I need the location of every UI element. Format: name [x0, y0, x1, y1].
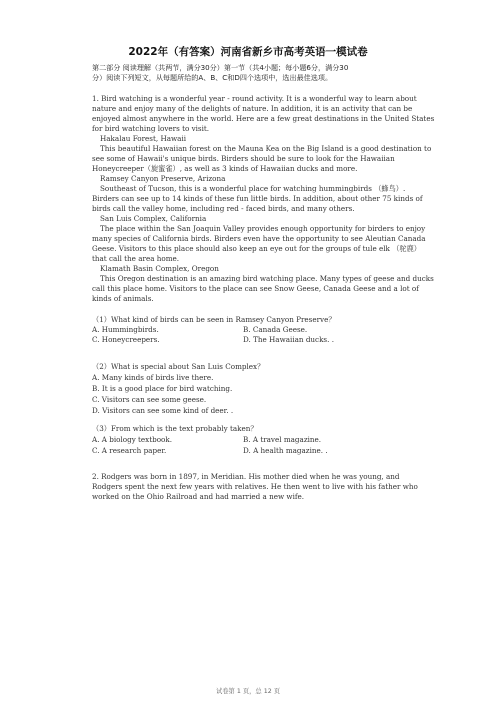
question-1-option-c: C. Honeycreepers. — [92, 335, 160, 344]
question-2-option-b: B. It is a good place for bird watching. — [92, 384, 233, 393]
passage1-line: call this place home. Visitors to the place can see Snow Geese, Canada Geese and a lot of — [92, 284, 419, 293]
passage1-line: 1. Bird watching is a wonderful year - round activity. It is a wonderful way to learn about — [92, 94, 417, 103]
passage1-line: This beautiful Hawaiian forest on the Mauna Kea on the Big Island is a good destination to — [100, 144, 432, 153]
passage1-line: This Oregon destination is an amazing bird watching place. Many types of geese and ducks — [100, 274, 434, 283]
passage1-heading-sanluis: San Luis Complex, California — [100, 214, 207, 223]
question-3-option-c: C. A research paper. — [92, 446, 167, 455]
question-2-option-c: C. Visitors can see some geese. — [92, 395, 207, 404]
passage1-line: The place within the San Joaquin Valley provides enough opportunity for birders to enjoy — [100, 224, 426, 233]
passage1-heading-klamath: Klamath Basin Complex, Oregon — [100, 264, 219, 273]
passage1-line: for bird watching lovers to visit. — [92, 124, 210, 133]
passage1-heading-ramsey: Ramsey Canyon Preserve, Arizona — [100, 174, 226, 183]
passage1-line: many species of California birds. Birders even have the opportunity to see Aleutian Canada — [92, 234, 426, 243]
passage2-line: Rodgers spent the next few years with relatives. He then went to live with his father who — [92, 482, 418, 491]
passage1-line: that call the area home. — [92, 254, 180, 263]
passage1-line: Southeast of Tucson, this is a wonderful place for watching hummingbirds （蜂鸟）. — [100, 184, 406, 193]
question-2-stem: （2）What is special about San Luis Complex？ — [92, 362, 265, 371]
passage1-heading-hakalau: Hakalau Forest, Hawaii — [100, 134, 187, 143]
passage2-line: 2. Rodgers was born in 1897, in Meridian. His mother died when he was young, and — [92, 472, 400, 481]
passage1-line: Honeycreeper（旋蜜雀）, as well as 3 kinds of Hawaiian ducks and more. — [92, 164, 358, 173]
question-3-stem: （3）From which is the text probably taken？ — [92, 424, 258, 433]
passage1-line: nature and enjoy many of the delights of nature. In addition, it is an activity that can be — [92, 104, 413, 113]
page-footer: 试卷第 1 页，总 12 页 — [215, 688, 281, 695]
passage1-line: birds call the valley home, including red - faced birds, and many others. — [92, 204, 355, 213]
question-2-option-d: D. Visitors can see some kind of deer. . — [92, 406, 234, 415]
question-2-option-a: A. Many kinds of birds live there. — [92, 373, 214, 382]
passage2-line: worked on the Ohio Railroad and had married a new wife. — [92, 492, 305, 501]
passage1-line: enjoyed almost anywhere in the world. Here are a few great destinations in the United States — [92, 114, 435, 123]
question-1-option-b: B. Canada Geese. — [243, 325, 308, 334]
question-1-option-a: A. Hummingbirds. — [92, 325, 159, 334]
section-header-line-1: 第二部分 阅读理解（共两节，满分30分）第一节（共4小题；每小题6分，满分30 — [92, 63, 349, 72]
question-3-option-d: D. A health magazine. . — [243, 446, 328, 455]
passage1-line: Birders can see up to 14 kinds of these fun little birds. In addition, about other 75 kinds of — [92, 194, 423, 203]
passage1-line: see some of Hawaii's unique birds. Birders should be sure to look for the Hawaiian — [92, 154, 395, 163]
passage1-line: kinds of animals. — [92, 294, 154, 303]
question-3-option-b: B. A travel magazine. — [243, 435, 322, 444]
passage1-line: Geese. Visitors to this place should also keep an eye out for the groups of tule elk （驼鹿） — [92, 244, 421, 253]
section-header-line-2: 分）阅读下列短文，从每题所给的A、B、C和D四个选项中，选出最佳选项。 — [92, 73, 333, 82]
page-title: 2022年（有答案）河南省新乡市高考英语一模试卷 — [128, 46, 368, 58]
question-1-option-d: D. The Hawaiian ducks. . — [243, 335, 334, 344]
question-3-option-a: A. A biology textbook. — [92, 435, 173, 444]
question-1-stem: （1）What kind of birds can be seen in Ramsey Canyon Preserve？ — [92, 315, 336, 324]
